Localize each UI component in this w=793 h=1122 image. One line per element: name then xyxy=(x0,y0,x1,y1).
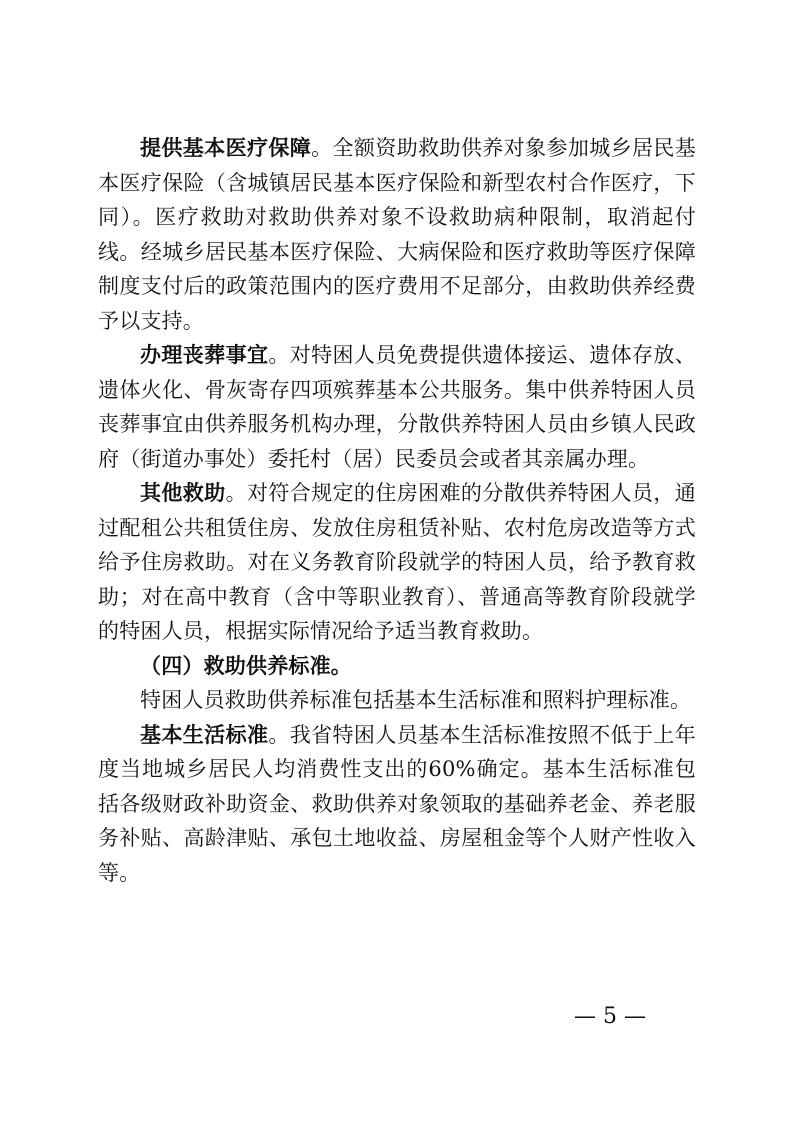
paragraph-text: 。全额资助救助供养对象参加城乡居民基本医疗保险（含城镇居民基本医疗保险和新型农村合作医疗，下同）。医疗救助对救助供养对象不设救助病种限制，取消起付线。经城乡居民基本医疗保险、大病保险和医疗救助等医疗保障制度支付后的政策范围内的医疗费用不足部分，由救助供养经费予以支持。 xyxy=(98,136,696,333)
paragraph-basic-living-standard xyxy=(98,718,696,891)
paragraph-lead: 其他救助 xyxy=(140,480,226,505)
page-number: — 5 — xyxy=(574,1004,646,1029)
paragraph-lead: 基本生活标准 xyxy=(140,721,269,747)
section-heading: （四）救助供养标准。 xyxy=(140,652,352,678)
paragraph-other-assistance xyxy=(98,476,696,649)
section-heading-standards xyxy=(98,649,696,684)
paragraph-medical-insurance xyxy=(98,131,696,338)
paragraph-lead: 办理丧葬事宜 xyxy=(140,342,269,367)
paragraph-text: 。对符合规定的住房困难的分散供养特困人员，通过配租公共租赁住房、发放住房租赁补贴、农村危房改造等方式给予住房救助。对在义务教育阶段就学的特困人员，给予教育救助；对在高中教育（含中等职业教育）、普通高等教育阶段就学的特困人员，根据实际情况给予适当教育救助。 xyxy=(98,481,696,643)
paragraph-text: 特困人员救助供养标准包括基本生活标准和照料护理标准。 xyxy=(140,688,692,712)
paragraph-standards-intro xyxy=(98,683,696,718)
paragraph-text: 。对特困人员免费提供遗体接运、遗体存放、遗体火化、骨灰寄存四项殡葬基本公共服务。集中供养特困人员丧葬事宜由供养服务机构办理，分散供养特困人员由乡镇人民政府（街道办事处）委托村（居）民委员会或者其亲属办理。 xyxy=(98,343,697,471)
paragraph-text: 。我省特困人员基本生活标准按照不低于上年度当地城乡居民人均消费性支出的60%确定。基本生活标准包括各级财政补助资金、救助供养对象领取的基础养老金、养老服务补贴、高龄津贴、承包土地收益、房屋租金等个人财产性收入等。 xyxy=(98,722,697,885)
paragraph-lead: 提供基本医疗保障 xyxy=(140,135,312,160)
document-body xyxy=(98,131,696,890)
paragraph-funeral-affairs xyxy=(98,338,696,476)
